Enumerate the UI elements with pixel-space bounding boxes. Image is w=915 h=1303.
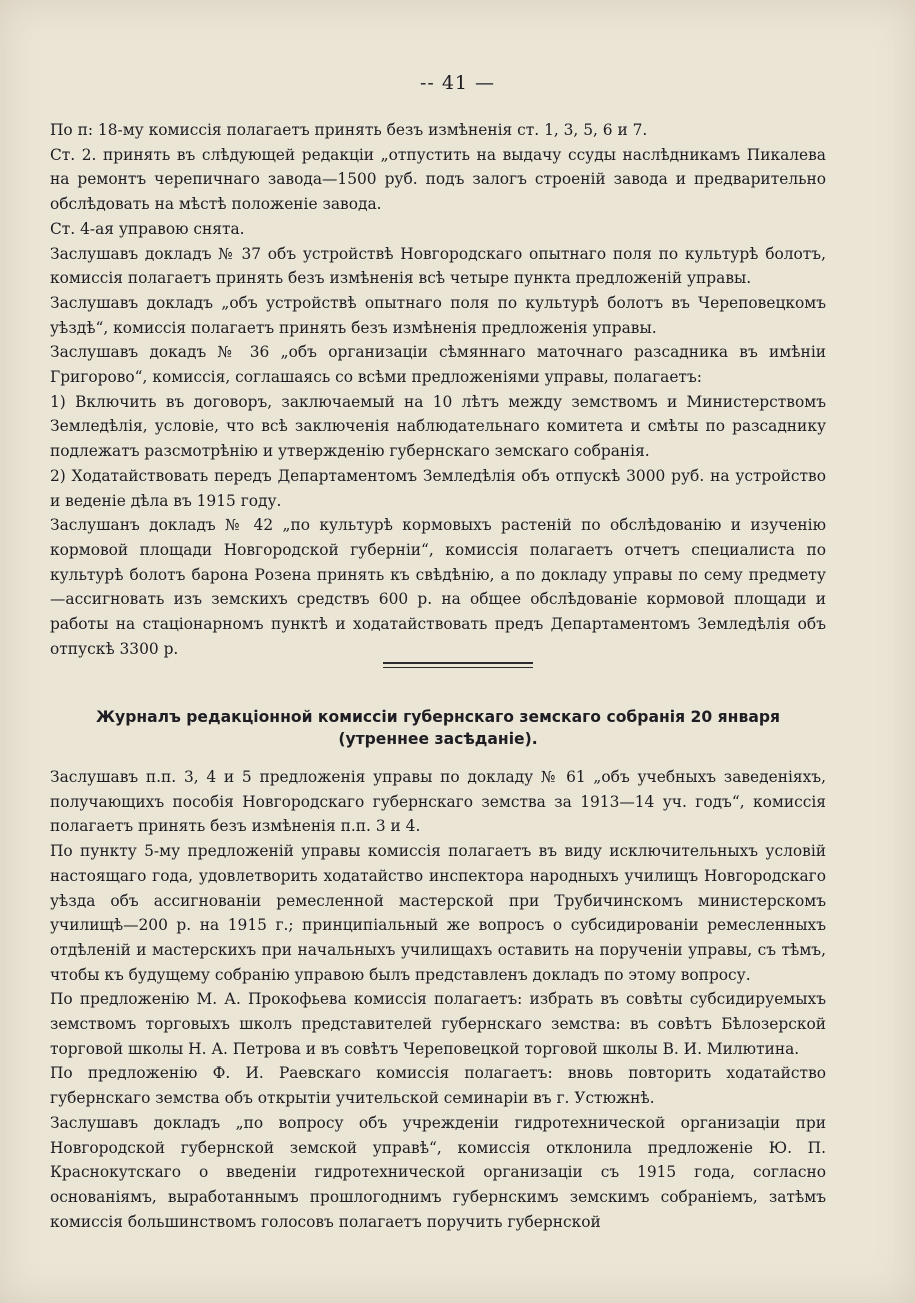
section-1-body bbox=[50, 118, 826, 661]
section-divider bbox=[383, 662, 533, 668]
journal-heading: Журналъ редакціонной комиссіи губернскаго земскаго собранія 20 января (утреннее засѣданіе). bbox=[95, 708, 781, 748]
paragraph: Заслушавъ докладъ „по вопросу объ учрежденіи гидротехнической организаціи при Новгородской губернской земской управѣ“, комиссія отклонила предложеніе Ю. П. Краснокутскаго о введеніи гидротехнической организаціи съ 1915 года, согласно основаніямъ, выработаннымъ прошлогоднимъ губернскимъ земскимъ собраніемъ, затѣмъ комиссія большинствомъ голосовъ полагаетъ поручить губернской bbox=[50, 1113, 826, 1231]
paragraph: Заслушавъ докладъ № 37 объ устройствѣ Новгородскаго опытнаго поля по культурѣ болотъ, комиссія полагаетъ принять безъ измѣненія всѣ четыре пункта предложеній управы. bbox=[50, 244, 826, 288]
paragraph: По предложенію Ф. И. Раевскаго комиссія полагаетъ: вновь повторить ходатайство губернскаго земства объ открытіи учительской семинаріи въ г. Устюжнѣ. bbox=[50, 1064, 826, 1108]
paragraph: По предложенію М. А. Прокофьева комиссія полагаетъ: избрать въ совѣты субсидируемыхъ земствомъ торговыхъ школъ представителей губернскаго земства: въ совѣтъ Бѣлозерской торговой школы Н. А. Петрова и въ совѣтъ Череповецкой торговой школы В. И. Милютина. bbox=[50, 990, 826, 1058]
paragraph: По пункту 5-му предложеній управы комиссія полагаетъ въ виду исключительныхъ условій настоящаго года, удовлетворить ходатайство инспектора народныхъ училищъ Новгородскаго уѣзда объ ассигнованіи ремесленной мастерской при Трубичинскомъ министерскомъ училищѣ—200 р. на 1915 г.; принципіальный же вопросъ о субсидированіи ремесленныхъ отдѣленій и мастерскихъ при начальныхъ училищахъ оставить на порученіи управы, съ тѣмъ, чтобы къ будущему собранію управою былъ представленъ докладъ по этому вопросу. bbox=[50, 842, 826, 984]
paragraph: 1) Включить въ договоръ, заключаемый на 10 лѣтъ между земствомъ и Министерствомъ Земледѣлія, условіе, что всѣ заключенія наблюдательнаго комитета и смѣты по разсаднику подлежатъ разсмотрѣнію и утвержденію губернскаго земскаго собранія. bbox=[50, 392, 826, 461]
paragraph: 2) Ходатайствовать передъ Департаментомъ Земледѣлія объ отпускѣ 3000 руб. на устройство и веденіе дѣла въ 1915 году. bbox=[50, 466, 826, 510]
paragraph: Ст. 4-ая управою снята. bbox=[50, 219, 245, 238]
section-2-body bbox=[50, 765, 826, 1234]
paragraph: Заслушавъ докладъ „объ устройствѣ опытнаго поля по культурѣ болотъ въ Череповецкомъ уѣздѣ“, комиссія полагаетъ принять безъ измѣненія предложенія управы. bbox=[50, 293, 826, 337]
paragraph: Заслушавъ п.п. 3, 4 и 5 предложенія управы по докладу № 61 „объ учебныхъ заведеніяхъ, получающихъ пособія Новгородскаго губернскаго земства за 1913—14 уч. годъ“, комиссія полагаетъ принять безъ измѣненія п.п. 3 и 4. bbox=[50, 768, 826, 836]
paragraph: По п: 18-му комиссія полагаетъ принять безъ измѣненія ст. 1, 3, 5, 6 и 7. bbox=[50, 121, 648, 139]
paragraph: Ст. 2. принять въ слѣдующей редакціи „отпустить на выдачу ссуды наслѣдникамъ Пикалева на ремонтъ черепичнаго завода—1500 руб. подъ залогъ строеній завода и предварительно обслѣдовать на мѣстѣ положеніе завода. bbox=[50, 145, 826, 214]
page-number: -- 41 — bbox=[419, 72, 496, 94]
paragraph: Заслушанъ докладъ № 42 „по культурѣ кормовыхъ растеній по обслѣдованію и изученію кормовой площади Новгородской губерніи“, комиссія полагаетъ отчетъ специалиста по культурѣ болотъ барона Розена принять къ свѣдѣнію, а по докладу управы по сему предмету—ассигновать изъ земскихъ средствъ 600 р. на общее обслѣдованіе кормовой площади и работы на стаціонарномъ пунктѣ и ходатайствовать предъ Департаментомъ Земледѣлія объ отпускѣ 3300 р. bbox=[50, 516, 826, 658]
paragraph: Заслушавъ докадъ № 36 „объ организаціи сѣмяннаго маточнаго разсадника въ имѣніи Григорово“, комиссія, соглашаясь со всѣми предложеніями управы, полагаетъ: bbox=[50, 343, 826, 387]
